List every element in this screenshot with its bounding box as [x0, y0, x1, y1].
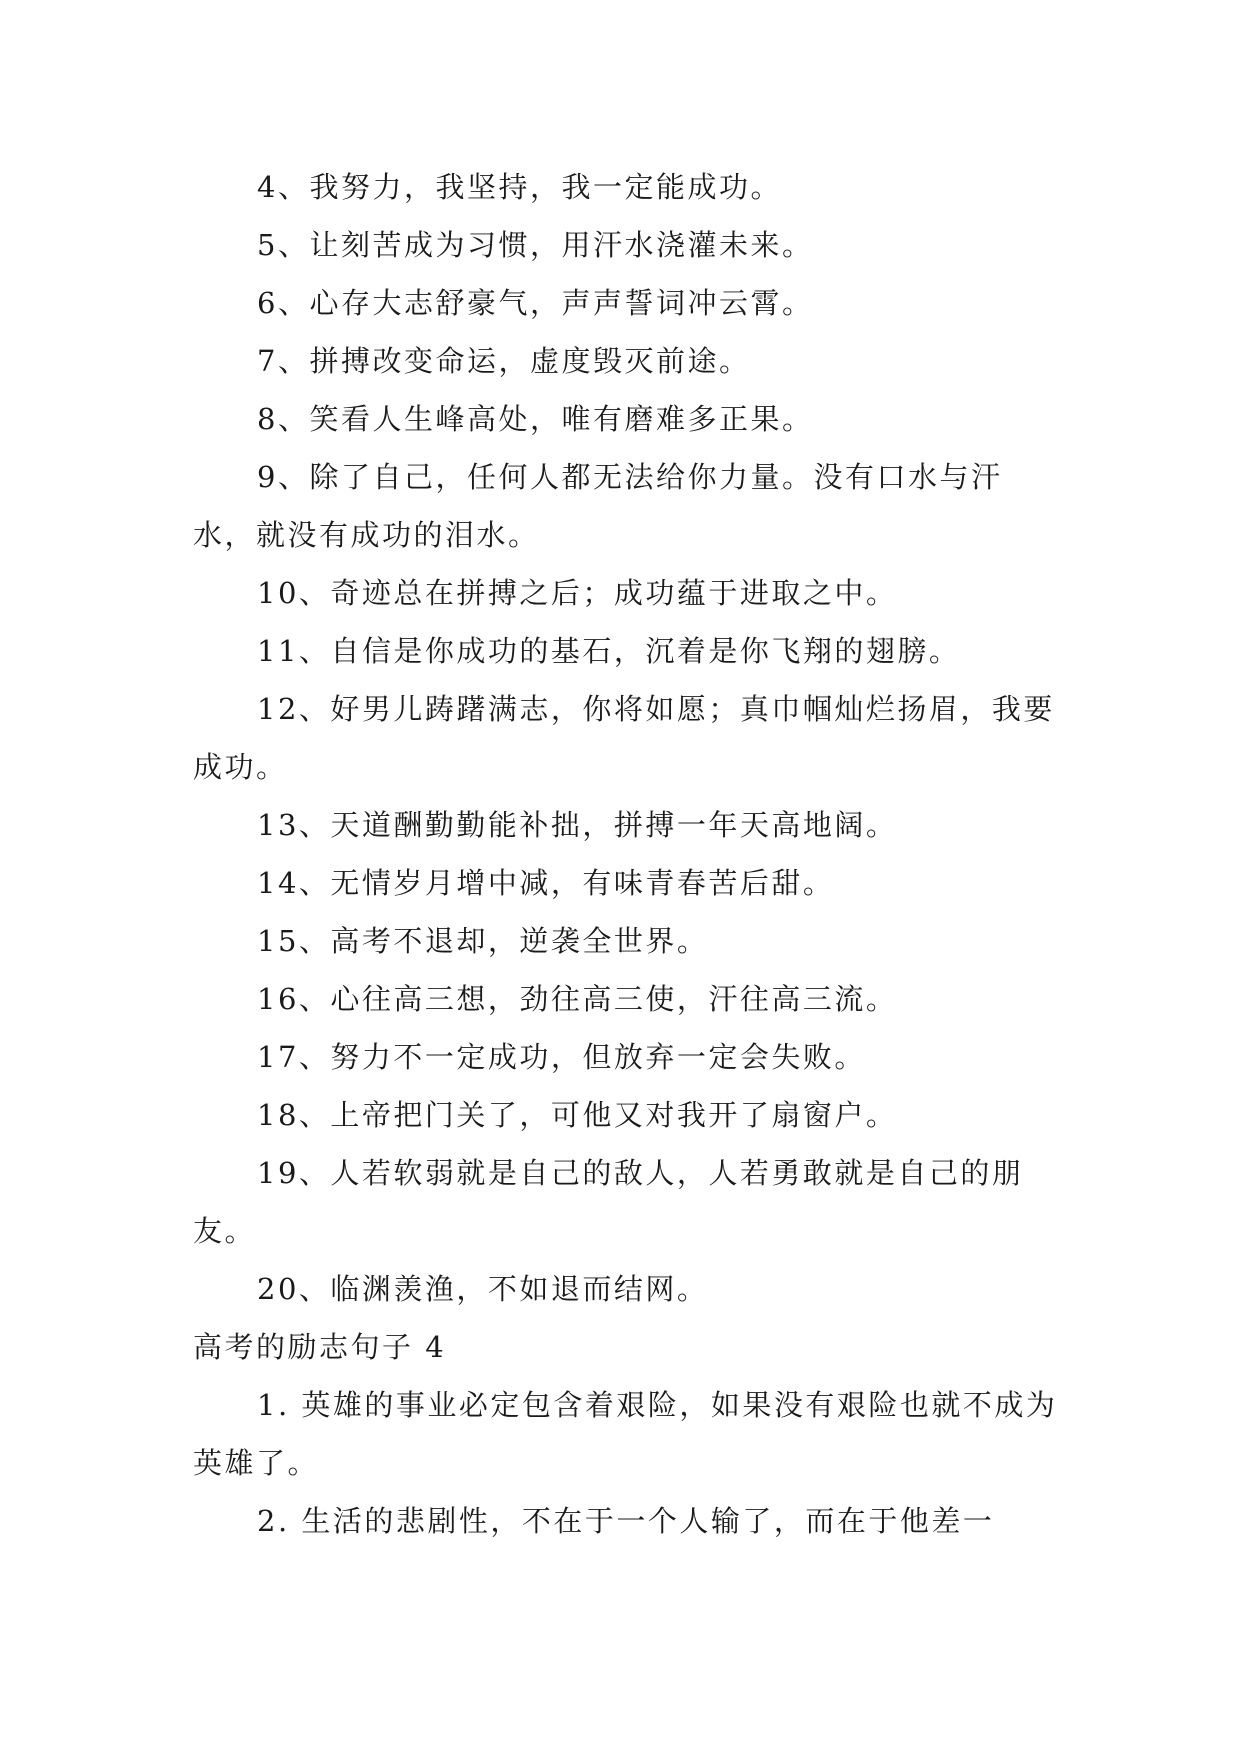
paragraph: 10、奇迹总在拼搏之后；成功蕴于进取之中。	[257, 576, 898, 610]
paragraph: 17、努力不一定成功，但放弃一定会失败。	[257, 1040, 866, 1074]
paragraph: 1. 英雄的事业必定包含着艰险，如果没有艰险也就不成为英雄了。	[193, 1388, 1058, 1480]
paragraph: 13、天道酬勤勤能补拙，拼搏一年天高地阔。	[257, 808, 898, 842]
paragraph: 2. 生活的悲剧性，不在于一个人输了，而在于他差一	[257, 1504, 995, 1538]
paragraph: 11、自信是你成功的基石，沉着是你飞翔的翅膀。	[257, 634, 961, 668]
paragraph: 12、好男儿踌躇满志，你将如愿；真巾帼灿烂扬眉，我要成功。	[193, 692, 1055, 784]
paragraph: 7、拼搏改变命运，虚度毁灭前途。	[257, 344, 751, 378]
paragraph: 18、上帝把门关了，可他又对我开了扇窗户。	[257, 1098, 898, 1132]
paragraph: 8、笑看人生峰高处，唯有磨难多正果。	[257, 402, 814, 436]
section-heading: 高考的励志句子 4	[193, 1330, 447, 1364]
paragraph: 5、让刻苦成为习惯，用汗水浇灌未来。	[257, 228, 814, 262]
paragraph: 20、临渊羡渔，不如退而结网。	[257, 1272, 709, 1306]
paragraph: 9、除了自己，任何人都无法给你力量。没有口水与汗水，就没有成功的泪水。	[193, 460, 1003, 552]
paragraph: 6、心存大志舒豪气，声声誓词冲云霄。	[257, 286, 814, 320]
paragraph: 19、人若软弱就是自己的敌人，人若勇敢就是自己的朋友。	[193, 1156, 1024, 1248]
paragraph: 16、心往高三想，劲往高三使，汗往高三流。	[257, 982, 898, 1016]
paragraph: 15、高考不退却，逆袭全世界。	[257, 924, 709, 958]
paragraph: 14、无情岁月增中减，有味青春苦后甜。	[257, 866, 835, 900]
document-body	[193, 158, 1063, 1550]
paragraph: 4、我努力，我坚持，我一定能成功。	[257, 170, 782, 204]
